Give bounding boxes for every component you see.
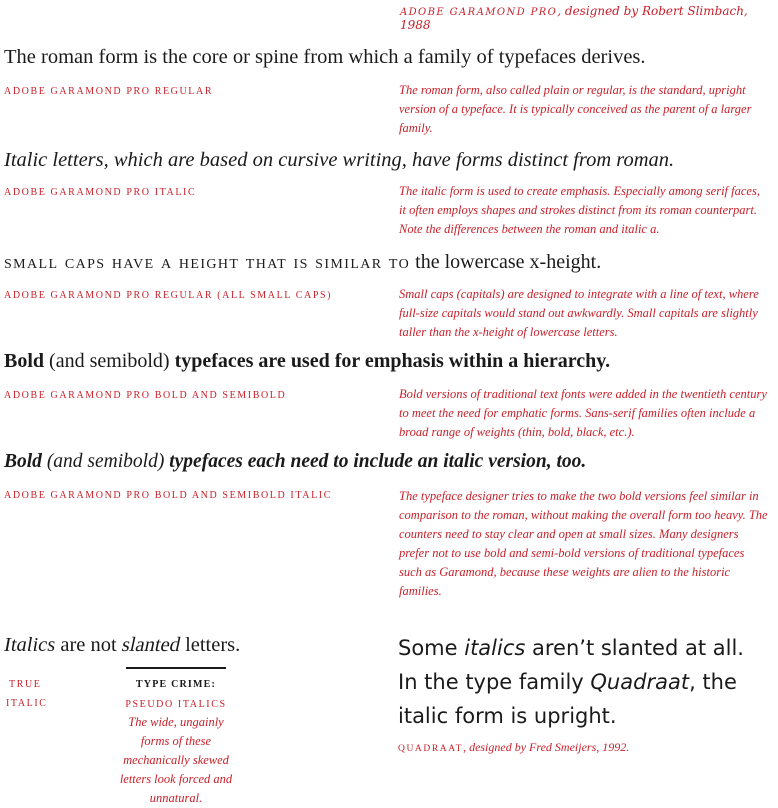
- pseudo-italics-description: The wide, ungainly forms of these mechanically skewed letters look forced and unnatural.: [119, 715, 233, 805]
- bold-italic-headline: [4, 451, 778, 473]
- italics-not-slanted-headline: [4, 634, 240, 657]
- bold-label: ADOBE GARAMOND PRO BOLD AND SEMIBOLD: [4, 390, 287, 401]
- roman-description: The roman form, also called plain or regular, is the standard, upright version of a typeface. It is typically conceived as the parent of a larger family.: [399, 83, 752, 135]
- roman-label: ADOBE GARAMOND PRO REGULAR: [4, 86, 214, 97]
- true-label-1: TRUE: [9, 679, 42, 690]
- pseudo-italics-label: PSEUDO ITALICS: [125, 699, 227, 710]
- plain-phrase: are not: [55, 634, 122, 656]
- typeface-credit: [400, 4, 778, 32]
- type-crime-rule: [126, 667, 226, 669]
- q3-d: .: [609, 704, 617, 728]
- roman-headline: The roman form is the core or spine from which a family of typefaces derives.: [4, 46, 646, 68]
- true-label-2: ITALIC: [6, 698, 48, 709]
- credit-typeface-name: ADOBE GARAMOND PRO: [400, 7, 558, 18]
- small-caps-headline: [4, 251, 778, 274]
- italic-label: ADOBE GARAMOND PRO ITALIC: [4, 187, 197, 198]
- semibold-phrase: (and semibold): [44, 350, 175, 372]
- credit-designer: , designed by Robert Slimbach, 1988: [400, 4, 748, 32]
- quadraat-credit: [398, 740, 629, 755]
- q1-italics: italics: [464, 636, 526, 660]
- small-caps-label: ADOBE GARAMOND PRO REGULAR (ALL SMALL CAPS): [4, 290, 333, 301]
- plain-phrase-end: letters.: [179, 634, 241, 656]
- bold-italic-label: ADOBE GARAMOND PRO BOLD AND SEMIBOLD ITALIC: [4, 490, 333, 501]
- lowercase-text: the lowercase x-height.: [410, 251, 602, 273]
- q1-slanted: slanted: [600, 636, 679, 660]
- quadraat-credit-rest: , designed by Fred Smeijers, 1992.: [463, 740, 630, 754]
- q1-c: aren’t: [525, 636, 601, 660]
- q2-a: In the type family: [398, 670, 591, 694]
- italic-description: The italic form is used to create emphasis. Especially among serif faces, it often employs shapes and strokes distinct from its roman counterpart. Note the differences between the roman and italic a.: [399, 184, 760, 236]
- q2-c: , the: [689, 670, 737, 694]
- q1-a: Some: [398, 636, 465, 660]
- italic-headline: Italic letters, which are based on cursive writing, have forms distinct from roman.: [4, 149, 675, 171]
- slanted-word: slanted: [119, 634, 183, 656]
- quadraat-credit-name: QUADRAAT: [398, 744, 464, 754]
- q3-upright: upright: [533, 704, 610, 728]
- bold-headline: [4, 350, 778, 373]
- true-italic-word: Italics: [4, 634, 56, 656]
- quadraat-line-1: [398, 634, 744, 662]
- quadraat-line-2: [398, 668, 737, 696]
- bold-italic-description: The typeface designer tries to make the two bold versions feel similar in comparison to the roman, without making the overall form too heavy. The counters need to stay clear and open at small sizes. Many designers prefer not to use bold and semi-bold versions of traditional typefaces such as Garamond, because these weights are alien to the historic families.: [399, 489, 768, 598]
- bold-phrase: typefaces are used for emphasis within a hierarchy.: [174, 350, 611, 372]
- small-caps-description: Small caps (capitals) are designed to integrate with a line of text, where full-size capitals would stand out awkwardly. Small capitals are slightly taller than the x-height of lowercase letters.: [399, 287, 759, 339]
- type-crime-title: TYPE CRIME:: [135, 679, 217, 690]
- bold-description: Bold versions of traditional text fonts were added in the twentieth century to meet the need for emphatic forms. Sans-serif families often include a broad range of weights (thin, bold, black, etc.).: [399, 387, 767, 439]
- semibold-italic-phrase: (and semibold): [41, 451, 170, 472]
- bold-word: Bold: [4, 350, 45, 372]
- bold-italic-phrase: typefaces each need to include an italic version, too.: [169, 451, 587, 472]
- q3-b: form is: [448, 704, 534, 728]
- quadraat-line-3: [398, 702, 617, 730]
- q2-quadraat: Quadraat: [590, 670, 690, 694]
- small-caps-text: small caps have a height that is similar to: [4, 251, 411, 273]
- q3-italic: italic: [398, 704, 449, 728]
- q1-e: at all.: [678, 636, 744, 660]
- bold-italic-word: Bold: [4, 451, 42, 472]
